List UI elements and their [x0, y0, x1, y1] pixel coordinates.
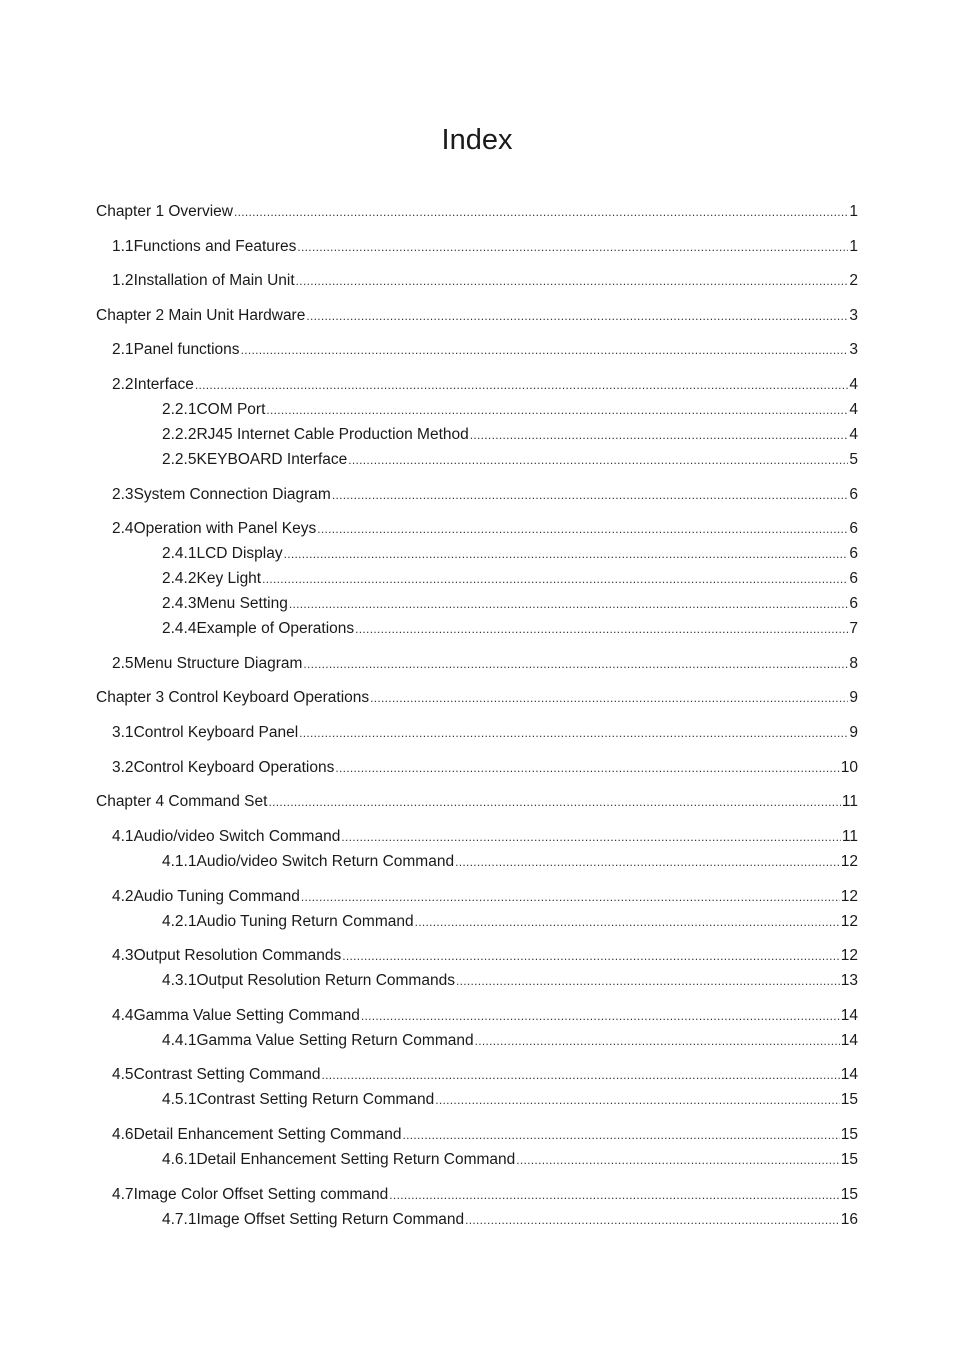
toc-entry-page: 14 [840, 1032, 858, 1049]
toc-entry-page: 11 [841, 828, 858, 845]
toc-entry-page: 11 [841, 793, 858, 810]
toc-entry-page: 12 [840, 853, 858, 870]
toc-entry[interactable] [112, 1065, 858, 1085]
toc-entry-title: Panel functions [133, 341, 240, 358]
toc-entry[interactable] [96, 688, 858, 708]
toc-entry-page: 15 [840, 1151, 858, 1168]
toc-entry-page: 6 [849, 545, 858, 562]
toc-entry-page: 6 [849, 570, 858, 587]
toc-entry-number: 2.4.2 [162, 570, 197, 587]
toc-entry-page: 6 [849, 520, 858, 537]
dot-leader [361, 1006, 840, 1026]
toc-entry-title: Key Light [196, 570, 262, 587]
toc-entry-page: 12 [840, 947, 858, 964]
toc-entry[interactable] [112, 340, 858, 360]
toc-entry-title: Contrast Setting Return Command [196, 1091, 435, 1108]
dot-leader [370, 688, 848, 708]
dot-leader [415, 912, 840, 932]
toc-entry[interactable] [96, 792, 858, 812]
toc-entry-number: 4.2.1 [162, 913, 197, 930]
dot-leader [234, 202, 848, 222]
dot-leader [322, 1065, 840, 1085]
toc-entry-title: Gamma Value Setting Command [133, 1007, 360, 1024]
dot-leader [268, 792, 840, 812]
toc-entry-title: Detail Enhancement Setting Command [133, 1126, 402, 1143]
toc-entry-page: 12 [840, 888, 858, 905]
dot-leader [332, 485, 849, 505]
toc-entry-number: 2.4.4 [162, 620, 197, 637]
toc-entry[interactable] [112, 887, 858, 907]
toc-entry[interactable] [162, 1150, 858, 1170]
dot-leader [455, 852, 840, 872]
toc-entry-title: RJ45 Internet Cable Production Method [196, 426, 469, 443]
toc-entry[interactable] [112, 1125, 858, 1145]
toc-entry-number: 2.1 [112, 341, 134, 358]
toc-entry[interactable] [112, 654, 858, 674]
dot-leader [341, 827, 841, 847]
toc-entry-number: 2.4.1 [162, 545, 197, 562]
toc-entry-page: 15 [840, 1186, 858, 1203]
toc-entry-number: 2.2.2 [162, 426, 197, 443]
toc-entry-title: Output Resolution Return Commands [196, 972, 455, 989]
toc-entry-number: 2.2.1 [162, 401, 197, 418]
toc-entry[interactable] [96, 202, 858, 222]
dot-leader [299, 723, 848, 743]
toc-entry-title: Chapter 4 Command Set [96, 793, 268, 810]
toc-entry-title: KEYBOARD Interface [196, 451, 348, 468]
toc-entry-number: 2.5 [112, 655, 134, 672]
toc-entry-number: 4.7.1 [162, 1211, 197, 1228]
toc-entry-number: 2.2 [112, 376, 134, 393]
toc-entry-number: 3.2 [112, 759, 134, 776]
toc-entry-title: Operation with Panel Keys [133, 520, 317, 537]
toc-entry-number: 3.1 [112, 724, 134, 741]
toc-entry-title: Audio/video Switch Command [133, 828, 341, 845]
toc-entry-title: Chapter 3 Control Keyboard Operations [96, 689, 370, 706]
toc-entry[interactable] [162, 425, 858, 445]
dot-leader [435, 1090, 839, 1110]
toc-entry[interactable] [162, 569, 858, 589]
toc-entry-title: Functions and Features [133, 238, 297, 255]
toc-entry-title: Image Offset Setting Return Command [196, 1211, 465, 1228]
toc-entry-number: 1.2 [112, 272, 134, 289]
toc-entry-number: 4.2 [112, 888, 134, 905]
toc-entry-number: 4.5 [112, 1066, 134, 1083]
dot-leader [241, 340, 849, 360]
toc-entry-number: 4.3 [112, 947, 134, 964]
dot-leader [301, 887, 840, 907]
toc-entry-page: 4 [849, 401, 858, 418]
toc-entry-title: Gamma Value Setting Return Command [196, 1032, 474, 1049]
dot-leader [303, 654, 848, 674]
toc-entry-number: 4.7 [112, 1186, 134, 1203]
toc-entry-title: Image Color Offset Setting command [133, 1186, 389, 1203]
toc-entry-number: 4.4 [112, 1007, 134, 1024]
toc-entry-number: 2.4.3 [162, 595, 197, 612]
toc-entry[interactable] [162, 912, 858, 932]
toc-entry[interactable] [162, 400, 858, 420]
toc-entry-title: Audio/video Switch Return Command [196, 853, 455, 870]
dot-leader [516, 1150, 839, 1170]
toc-entry[interactable] [112, 271, 858, 291]
toc-entry[interactable] [112, 758, 858, 778]
toc-entry-page: 5 [849, 451, 858, 468]
toc-entry-number: 2.2.5 [162, 451, 197, 468]
toc-entry-page: 6 [849, 595, 858, 612]
dot-leader [306, 306, 848, 326]
toc-entry[interactable] [112, 375, 858, 395]
toc-entry-number: 4.5.1 [162, 1091, 197, 1108]
toc-entry-title: Menu Setting [196, 595, 288, 612]
dot-leader [389, 1185, 839, 1205]
dot-leader [335, 758, 839, 778]
toc-entry-page: 13 [840, 972, 858, 989]
toc-entry-title: Menu Structure Diagram [133, 655, 303, 672]
toc-entry-page: 4 [849, 426, 858, 443]
dot-leader [289, 594, 849, 614]
dot-leader [262, 569, 848, 589]
toc-entry-title: Installation of Main Unit [133, 272, 295, 289]
toc-entry[interactable] [162, 450, 858, 470]
toc-entry-title: Control Keyboard Panel [133, 724, 299, 741]
toc-entry-page: 4 [849, 376, 858, 393]
toc-entry[interactable] [96, 306, 858, 326]
toc-entry[interactable] [162, 1090, 858, 1110]
toc-entry-page: 9 [849, 689, 858, 706]
toc-entry-page: 1 [849, 238, 858, 255]
dot-leader [266, 400, 848, 420]
toc-entry-title: Chapter 2 Main Unit Hardware [96, 307, 306, 324]
toc-entry-number: 4.6 [112, 1126, 134, 1143]
toc-entry-title: Example of Operations [196, 620, 355, 637]
toc-entry[interactable] [162, 852, 858, 872]
toc-entry[interactable] [112, 237, 858, 257]
toc-entry-page: 10 [840, 759, 858, 776]
toc-entry[interactable] [162, 544, 858, 564]
toc-entry-number: 1.1 [112, 238, 134, 255]
toc-entry[interactable] [162, 619, 858, 639]
toc-entry[interactable] [112, 519, 858, 539]
toc-entry-title: LCD Display [196, 545, 283, 562]
toc-entry-title: Audio Tuning Return Command [196, 913, 414, 930]
toc-entry-number: 4.6.1 [162, 1151, 197, 1168]
dot-leader [342, 946, 840, 966]
dot-leader [403, 1125, 840, 1145]
toc-entry[interactable] [112, 946, 858, 966]
toc-entry-page: 2 [849, 272, 858, 289]
toc-entry-title: Interface [133, 376, 194, 393]
toc-entry-title: COM Port [196, 401, 266, 418]
toc-entry-page: 16 [840, 1211, 858, 1228]
dot-leader [284, 544, 849, 564]
toc-entry-number: 4.1 [112, 828, 134, 845]
dot-leader [317, 519, 848, 539]
toc-entry-number: 4.1.1 [162, 853, 197, 870]
toc-entry-title: System Connection Diagram [133, 486, 331, 503]
toc-entry-page: 9 [849, 724, 858, 741]
toc-entry[interactable] [162, 594, 858, 614]
toc-entry-page: 7 [849, 620, 858, 637]
toc-entry-title: Detail Enhancement Setting Return Command [196, 1151, 516, 1168]
toc-entry-page: 3 [849, 341, 858, 358]
dot-leader [475, 1031, 840, 1051]
dot-leader [195, 375, 849, 395]
toc-entry-title: Audio Tuning Command [133, 888, 300, 905]
toc-entry-page: 6 [849, 486, 858, 503]
toc-entry[interactable] [112, 723, 858, 743]
dot-leader [470, 425, 849, 445]
dot-leader [465, 1210, 840, 1230]
toc-entry[interactable] [162, 1031, 858, 1051]
dot-leader [296, 271, 849, 291]
toc-entry[interactable] [112, 1185, 858, 1205]
toc-entry-number: 2.4 [112, 520, 134, 537]
toc-entry-title: Output Resolution Commands [133, 947, 342, 964]
dot-leader [456, 971, 840, 991]
page-title: Index [441, 124, 513, 156]
dot-leader [355, 619, 848, 639]
toc-entry-title: Control Keyboard Operations [133, 759, 335, 776]
toc-entry-title: Chapter 1 Overview [96, 203, 233, 220]
toc-entry-number: 2.3 [112, 486, 134, 503]
dot-leader [348, 450, 848, 470]
toc-entry-page: 14 [840, 1066, 858, 1083]
toc-entry-page: 1 [849, 203, 858, 220]
toc-entry[interactable] [162, 971, 858, 991]
toc-entry-page: 15 [840, 1126, 858, 1143]
toc-entry-page: 15 [840, 1091, 858, 1108]
toc-entry-number: 4.4.1 [162, 1032, 197, 1049]
dot-leader [297, 237, 848, 257]
toc-entry[interactable] [162, 1210, 858, 1230]
toc-entry[interactable] [112, 1006, 858, 1026]
toc-entry[interactable] [112, 485, 858, 505]
toc-entry-page: 14 [840, 1007, 858, 1024]
toc-entry-page: 3 [849, 307, 858, 324]
toc-entry[interactable] [112, 827, 858, 847]
toc-entry-page: 12 [840, 913, 858, 930]
toc-entry-title: Contrast Setting Command [133, 1066, 321, 1083]
toc-entry-number: 4.3.1 [162, 972, 197, 989]
toc-entry-page: 8 [849, 655, 858, 672]
